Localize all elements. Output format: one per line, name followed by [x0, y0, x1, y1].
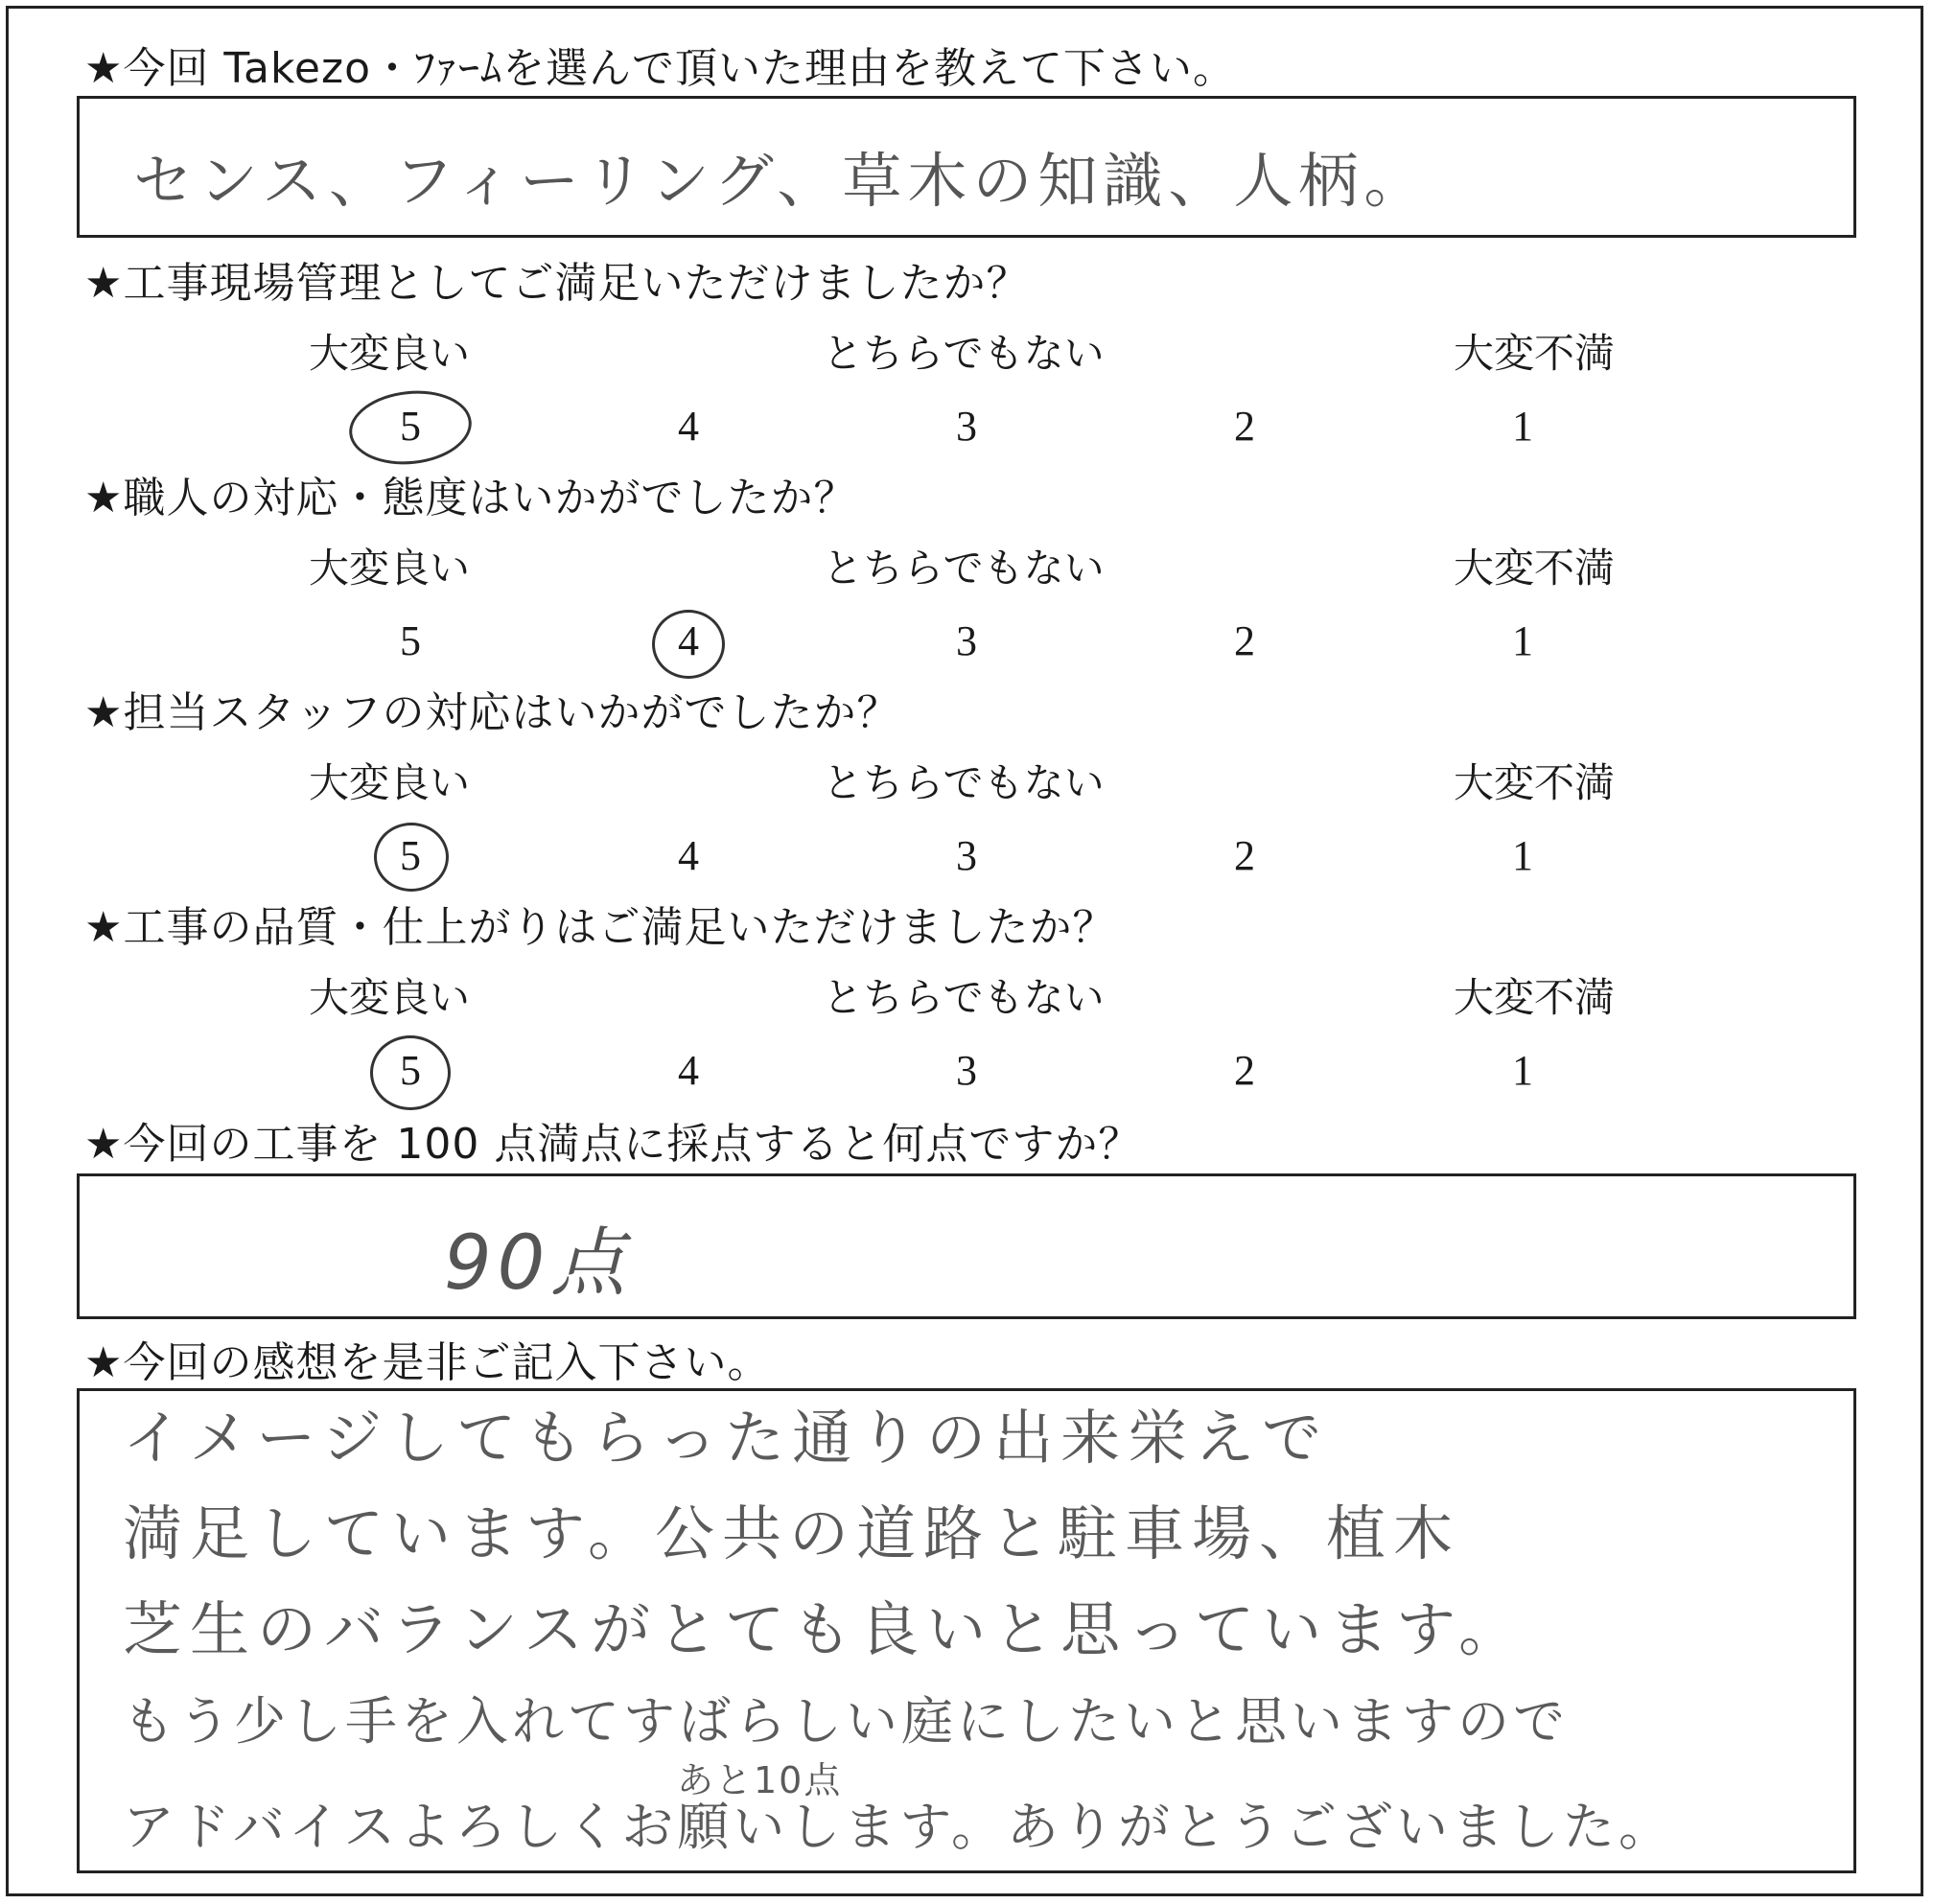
- question-craftsman-attitude: ★職人の対応・態度はいかがでしたか？: [84, 474, 857, 522]
- rating-option-2: 2: [1234, 832, 1255, 879]
- rating-option-2: 2: [1234, 1047, 1255, 1094]
- comment-line: 満足しています。公共の道路と駐車場、植木: [123, 1498, 1461, 1568]
- score-answer-text: 90点: [444, 1220, 632, 1307]
- selected-rating-circle: [374, 823, 449, 892]
- scale-high-label: 大変良い: [309, 545, 471, 592]
- rating-option-5: 5: [400, 617, 421, 664]
- question-reason: ★今回 Takezo・ﾌｧｰﾑを選んで頂いた理由を教えて下さい。: [84, 44, 1236, 93]
- scale-high-label: 大変良い: [309, 759, 471, 806]
- question-quality-finish: ★工事の品質・仕上がりはご満足いただけましたか？: [84, 903, 1116, 952]
- rating-option-1: 1: [1512, 1047, 1533, 1094]
- scale-low-label: 大変不満: [1454, 759, 1616, 806]
- rating-option-4: 4: [678, 1047, 699, 1094]
- scale-mid-label: とちらでもない: [823, 545, 1105, 592]
- comment-line: アドバイスよろしくお願いします。ありがとうございました。: [123, 1797, 1675, 1857]
- scale-mid-label: とちらでもない: [823, 974, 1105, 1021]
- scale-low-label: 大変不満: [1454, 974, 1616, 1021]
- rating-option-3: 3: [956, 617, 977, 664]
- rating-option-1: 1: [1512, 617, 1533, 664]
- rating-option-1: 1: [1512, 403, 1533, 450]
- score-answer-box: [77, 1173, 1856, 1319]
- rating-option-2: 2: [1234, 403, 1255, 450]
- comment-line: イメージしてもらった通りの出来栄えで: [123, 1403, 1330, 1473]
- rating-option-3: 3: [956, 1047, 977, 1094]
- scale-high-label: 大変良い: [309, 330, 471, 377]
- reason-answer-box: [77, 96, 1856, 238]
- question-comments: ★今回の感想を是非ご記入下さい。: [84, 1338, 771, 1387]
- scale-low-label: 大変不満: [1454, 330, 1616, 377]
- comment-line: もう少し手を入れてすばらしい庭にしたいと思いますので: [123, 1691, 1569, 1752]
- rating-option-1: 1: [1512, 832, 1533, 879]
- rating-option-5: 5: [400, 1047, 421, 1094]
- rating-option-2: 2: [1234, 617, 1255, 664]
- selected-rating-circle: [652, 610, 725, 679]
- question-score: ★今回の工事を 100 点満点に採点すると何点ですか？: [84, 1120, 1142, 1169]
- comment-line: 芝生のバランスがとても良いと思っています。: [123, 1594, 1526, 1664]
- comment-insert-note: あと10点: [677, 1759, 843, 1801]
- scale-mid-label: とちらでもない: [823, 330, 1105, 377]
- rating-option-5: 5: [400, 832, 421, 879]
- question-site-management: ★工事現場管理としてご満足いただけましたか？: [84, 259, 1030, 308]
- scale-mid-label: とちらでもない: [823, 759, 1105, 806]
- rating-option-3: 3: [956, 832, 977, 879]
- selected-rating-circle: [370, 1035, 451, 1110]
- rating-option-3: 3: [956, 403, 977, 450]
- reason-answer-text: センス、フィーリング、草木の知識、人柄。: [133, 146, 1430, 216]
- rating-option-5: 5: [400, 403, 421, 450]
- scale-high-label: 大変良い: [309, 974, 471, 1021]
- rating-option-4: 4: [678, 617, 699, 664]
- rating-option-4: 4: [678, 403, 699, 450]
- scale-low-label: 大変不満: [1454, 545, 1616, 592]
- rating-option-4: 4: [678, 832, 699, 879]
- question-staff-response: ★担当スタッフの対応はいかがでしたか？: [84, 688, 900, 737]
